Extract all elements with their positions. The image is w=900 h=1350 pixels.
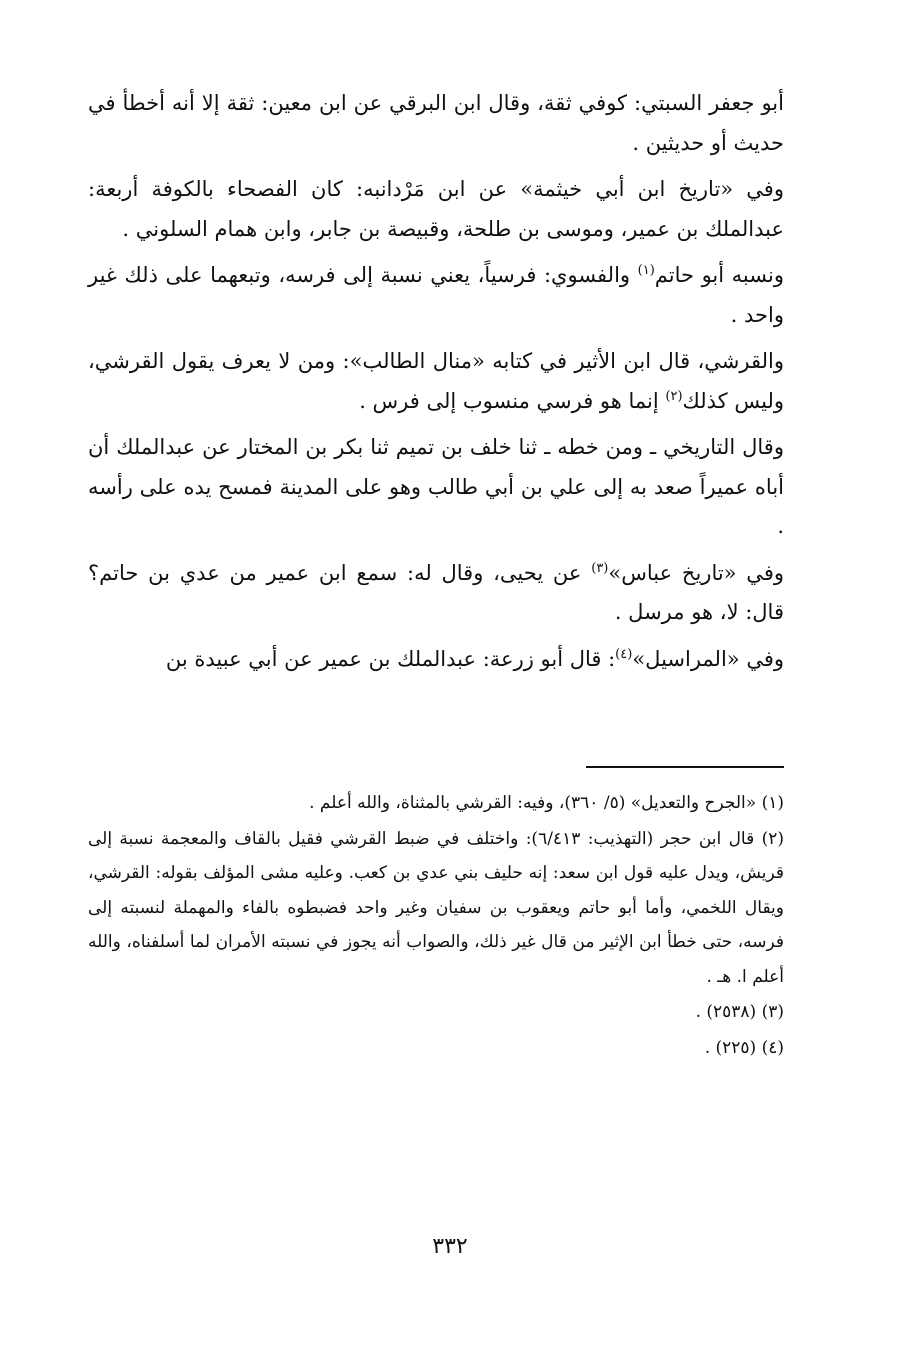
footnote-1: (١) «الجرح والتعديل» (٥/ ٣٦٠)، وفيه: القرشي بالمثناة، والله أعلم . <box>309 793 784 813</box>
paragraph-5 <box>88 428 784 547</box>
paragraph-2 <box>88 170 784 249</box>
paragraph-text: : قال أبو زرعة: عبدالملك بن عمير عن أبي عبيدة بن <box>165 646 616 671</box>
paragraph-3 <box>88 256 784 335</box>
paragraph-7 <box>88 640 784 680</box>
paragraph-6 <box>88 554 784 633</box>
footnote-ref: (٢) <box>665 388 683 404</box>
paragraph-text: ونسبه أبو حاتم <box>654 263 784 287</box>
paragraph-text: إنما هو فرسي منسوب إلى فرس . <box>359 388 666 413</box>
footnote-4: (٤) (٢٢٥) . <box>704 1037 784 1058</box>
paragraph-text: وفي «تاريخ عباس» <box>608 560 784 585</box>
paragraph-4 <box>88 342 784 421</box>
footnote-3: (٣) (٢٥٣٨) . <box>695 1002 784 1022</box>
main-text <box>88 84 784 679</box>
footnote-separator <box>586 766 784 768</box>
paragraph-text: عن يحيى، وقال له: سمع ابن عمير من عدي بن حاتم؟ قال: لا، هو مرسل . <box>88 560 784 624</box>
paragraph-text: أبو جعفر السبتي: كوفي ثقة، وقال ابن البرقي عن ابن معين: ثقة إلا أنه أخطأ في حديث أو حديثين . <box>88 91 784 155</box>
paragraph-text: والفسوي: فرسياً، يعني نسبة إلى فرسه، وتبعهما على ذلك غير واحد . <box>88 263 784 327</box>
page-number: ٣٣٢ <box>432 1234 468 1259</box>
footnote-ref: (١) <box>637 263 655 278</box>
paragraph-1 <box>88 84 784 163</box>
paragraph-text: وفي «المراسيل» <box>632 646 784 671</box>
footnote-ref: (٤) <box>615 646 633 662</box>
footnotes <box>88 786 784 1065</box>
paragraph-text: وفي «تاريخ ابن أبي خيثمة» عن ابن مَرْدانبه: كان الفصحاء بالكوفة أربعة: عبدالملك بن عمير، وموسى بن طلحة، وقبيصة بن جابر، وابن همام السلوني . <box>88 177 784 241</box>
footnote-ref: (٣) <box>591 560 609 576</box>
paragraph-text: وقال التاريخي ـ ومن خطه ـ ثنا خلف بن تميم ثنا بكر بن المختار عن عبدالملك أن أباه عميراً صعد به إلى علي بن أبي طالب وهو على المدينة فمسح يده على رأسه . <box>88 435 784 538</box>
footnote-2: (٢) قال ابن حجر (التهذيب: ٦/٤١٣): واختلف في ضبط القرشي فقيل بالقاف والمعجمة نسبة إلى قريش، ويدل عليه قول ابن سعد: إنه حليف بني عدي بن كعب. وعليه مشى المؤلف بقوله: القرشي، ويقال اللخمي، وأما أبو حاتم ويعقوب بن سفيان وغير واحد فضبطوه بالفاء والمهملة لنسبته إلى فرسه، حتى خطأ ابن الإثير من قال غير ذلك، والصواب أنه يجوز في نسبته الأمران لما أسلفناه، والله أعلم ا. هـ . <box>88 828 784 987</box>
paragraph-text: والقرشي، قال ابن الأثير في كتابه «منال الطالب»: ومن لا يعرف يقول القرشي، وليس كذلك <box>88 349 784 413</box>
